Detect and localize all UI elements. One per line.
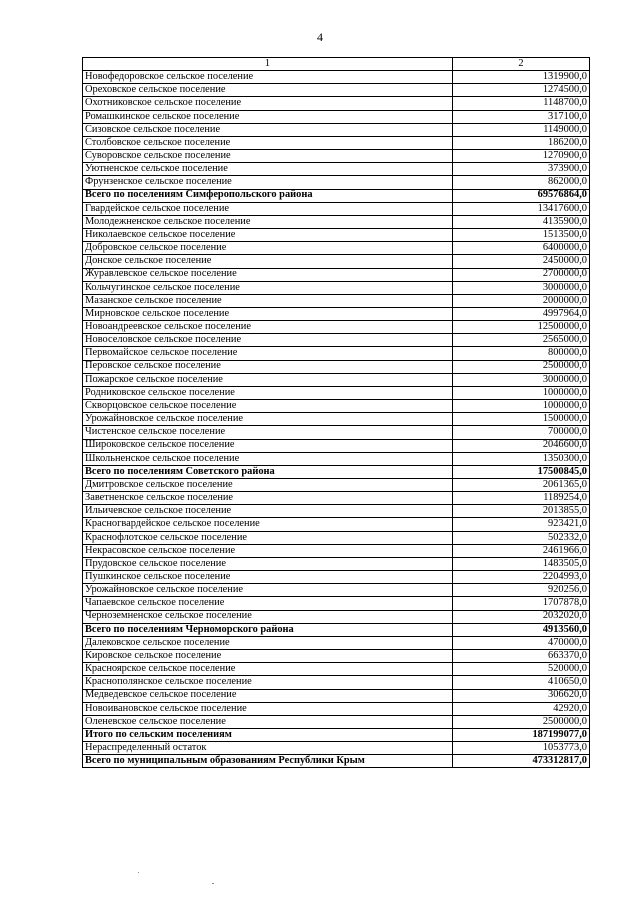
settlement-name: Кольчугинское сельское поселение [83, 281, 453, 294]
settlement-name: Скворцовское сельское поселение [83, 400, 453, 413]
settlement-name: Пожарское сельское поселение [83, 373, 453, 386]
settlement-name: Родниковское сельское поселение [83, 386, 453, 399]
table-row [83, 702, 590, 715]
table-total-row [83, 465, 590, 478]
table-row [83, 544, 590, 557]
table-row [83, 268, 590, 281]
settlement-name: Ильичевское сельское поселение [83, 505, 453, 518]
amount-value: 187199077,0 [453, 728, 590, 741]
amount-value: 2000000,0 [453, 294, 590, 307]
amount-value: 3000000,0 [453, 281, 590, 294]
settlement-name: Чистенское сельское поселение [83, 426, 453, 439]
settlement-name: Перовское сельское поселение [83, 360, 453, 373]
table-row [83, 584, 590, 597]
scan-speck [138, 872, 139, 873]
table-row [83, 676, 590, 689]
amount-value: 2500000,0 [453, 715, 590, 728]
table-row [83, 557, 590, 570]
settlement-name: Ромашкинское сельское поселение [83, 110, 453, 123]
settlement-name: Журавлевское сельское поселение [83, 268, 453, 281]
table-row [83, 492, 590, 505]
settlement-name: Николаевское сельское поселение [83, 229, 453, 242]
amount-value: 502332,0 [453, 531, 590, 544]
table-row [83, 150, 590, 163]
amount-value: 42920,0 [453, 702, 590, 715]
settlement-name: Фрунзенское сельское поселение [83, 176, 453, 189]
table-row [83, 202, 590, 215]
table-row [83, 321, 590, 334]
amount-value: 1148700,0 [453, 97, 590, 110]
settlement-name: Пушкинское сельское поселение [83, 571, 453, 584]
table-row [83, 242, 590, 255]
table-row [83, 742, 590, 755]
amount-value: 13417600,0 [453, 202, 590, 215]
table-row [83, 439, 590, 452]
amount-value: 470000,0 [453, 636, 590, 649]
settlement-name: Урожайновское сельское поселение [83, 584, 453, 597]
table-total-row [83, 755, 590, 768]
amount-value: 1000000,0 [453, 386, 590, 399]
settlement-name: Молодежненское сельское поселение [83, 215, 453, 228]
settlement-name: Далековское сельское поселение [83, 636, 453, 649]
settlement-name: Донское сельское поселение [83, 255, 453, 268]
amount-value: 663370,0 [453, 650, 590, 663]
table-row [83, 215, 590, 228]
table-total-row [83, 728, 590, 741]
settlement-name: Добровское сельское поселение [83, 242, 453, 255]
amount-value: 4913560,0 [453, 623, 590, 636]
amount-value: 4997964,0 [453, 307, 590, 320]
table-row [83, 597, 590, 610]
amount-value: 317100,0 [453, 110, 590, 123]
table-row [83, 294, 590, 307]
settlement-name: Заветненское сельское поселение [83, 492, 453, 505]
settlement-name: Оленевское сельское поселение [83, 715, 453, 728]
table-row [83, 400, 590, 413]
settlement-name: Красноярское сельское поселение [83, 663, 453, 676]
amount-value: 1270900,0 [453, 150, 590, 163]
amount-value: 2204993,0 [453, 571, 590, 584]
table-row [83, 84, 590, 97]
amount-value: 1483505,0 [453, 557, 590, 570]
table-row [83, 636, 590, 649]
table-row [83, 426, 590, 439]
amount-value: 6400000,0 [453, 242, 590, 255]
settlement-name: Краснополянское сельское поселение [83, 676, 453, 689]
table-row [83, 255, 590, 268]
amount-value: 2500000,0 [453, 360, 590, 373]
settlement-name: Новоселовское сельское поселение [83, 334, 453, 347]
table-row [83, 571, 590, 584]
table-row [83, 610, 590, 623]
amount-value: 1053773,0 [453, 742, 590, 755]
page-number: 4 [317, 30, 323, 44]
settlement-name: Нераспределенный остаток [83, 742, 453, 755]
settlement-name: Гвардейское сельское поселение [83, 202, 453, 215]
table-row [83, 163, 590, 176]
table-row [83, 360, 590, 373]
settlement-name: Суворовское сельское поселение [83, 150, 453, 163]
table-total-row [83, 189, 590, 202]
table-row [83, 110, 590, 123]
settlement-name: Широковское сельское поселение [83, 439, 453, 452]
settlement-name: Краснофлотское сельское поселение [83, 531, 453, 544]
table-row [83, 373, 590, 386]
amount-value: 2061365,0 [453, 479, 590, 492]
table-row [83, 452, 590, 465]
settlement-name: Всего по муниципальным образованиям Республики Крым [83, 755, 453, 768]
table-row [83, 663, 590, 676]
amount-value: 862000,0 [453, 176, 590, 189]
amount-value: 2700000,0 [453, 268, 590, 281]
settlement-name: Первомайское сельское поселение [83, 347, 453, 360]
settlement-name: Итого по сельским поселениям [83, 728, 453, 741]
amount-value: 186200,0 [453, 136, 590, 149]
settlement-name: Мазанское сельское поселение [83, 294, 453, 307]
table-row [83, 650, 590, 663]
table-row [83, 307, 590, 320]
settlement-name: Всего по поселениям Симферопольского района [83, 189, 453, 202]
settlement-name: Мирновское сельское поселение [83, 307, 453, 320]
amount-value: 923421,0 [453, 518, 590, 531]
amount-value: 69576864,0 [453, 189, 590, 202]
amount-value: 800000,0 [453, 347, 590, 360]
amount-value: 2013855,0 [453, 505, 590, 518]
table-row [83, 97, 590, 110]
amount-value: 920256,0 [453, 584, 590, 597]
amount-value: 1149000,0 [453, 123, 590, 136]
table-row [83, 347, 590, 360]
table-row [83, 334, 590, 347]
table-row [83, 229, 590, 242]
amount-value: 4135900,0 [453, 215, 590, 228]
table-total-row [83, 623, 590, 636]
amount-value: 1319900,0 [453, 71, 590, 84]
amount-value: 2461966,0 [453, 544, 590, 557]
table-row [83, 518, 590, 531]
amount-value: 1350300,0 [453, 452, 590, 465]
settlement-name: Медведевское сельское поселение [83, 689, 453, 702]
amount-value: 1189254,0 [453, 492, 590, 505]
amount-value: 3000000,0 [453, 373, 590, 386]
settlement-name: Некрасовское сельское поселение [83, 544, 453, 557]
scan-speck [212, 883, 214, 884]
amount-value: 2032020,0 [453, 610, 590, 623]
settlement-name: Черноземненское сельское поселение [83, 610, 453, 623]
amount-value: 473312817,0 [453, 755, 590, 768]
table-row [83, 505, 590, 518]
settlement-name: Чапаевское сельское поселение [83, 597, 453, 610]
amount-value: 1513500,0 [453, 229, 590, 242]
amount-value: 1274500,0 [453, 84, 590, 97]
amount-value: 1500000,0 [453, 413, 590, 426]
amount-value: 1707878,0 [453, 597, 590, 610]
settlement-name: Столбовское сельское поселение [83, 136, 453, 149]
table-row [83, 531, 590, 544]
table-body [83, 71, 590, 768]
settlement-name: Уютненское сельское поселение [83, 163, 453, 176]
amount-value: 700000,0 [453, 426, 590, 439]
table-row [83, 386, 590, 399]
settlements-budget-table [82, 57, 590, 768]
settlement-name: Прудовское сельское поселение [83, 557, 453, 570]
table-row [83, 123, 590, 136]
settlement-name: Новоандреевское сельское поселение [83, 321, 453, 334]
settlement-name: Новофедоровское сельское поселение [83, 71, 453, 84]
settlement-name: Школьненское сельское поселение [83, 452, 453, 465]
settlement-name: Всего по поселениям Советского района [83, 465, 453, 478]
amount-value: 373900,0 [453, 163, 590, 176]
amount-value: 17500845,0 [453, 465, 590, 478]
settlement-name: Дмитровское сельское поселение [83, 479, 453, 492]
table-row [83, 715, 590, 728]
table-row [83, 413, 590, 426]
table-row [83, 281, 590, 294]
settlement-name: Урожайновское сельское поселение [83, 413, 453, 426]
table-header-row [83, 58, 590, 71]
column-header-value: 2 [453, 58, 590, 71]
settlement-name: Всего по поселениям Черноморского района [83, 623, 453, 636]
amount-value: 520000,0 [453, 663, 590, 676]
table-row [83, 479, 590, 492]
amount-value: 1000000,0 [453, 400, 590, 413]
settlement-name: Новоивановское сельское поселение [83, 702, 453, 715]
settlement-name: Ореховское сельское поселение [83, 84, 453, 97]
settlement-name: Красногвардейское сельское поселение [83, 518, 453, 531]
table-row [83, 176, 590, 189]
settlement-name: Сизовское сельское поселение [83, 123, 453, 136]
settlement-name: Кировское сельское поселение [83, 650, 453, 663]
amount-value: 2565000,0 [453, 334, 590, 347]
table-row [83, 71, 590, 84]
amount-value: 306620,0 [453, 689, 590, 702]
table-row [83, 136, 590, 149]
column-header-name: 1 [83, 58, 453, 71]
amount-value: 2450000,0 [453, 255, 590, 268]
amount-value: 410650,0 [453, 676, 590, 689]
table-row [83, 689, 590, 702]
amount-value: 12500000,0 [453, 321, 590, 334]
amount-value: 2046600,0 [453, 439, 590, 452]
settlement-name: Охотниковское сельское поселение [83, 97, 453, 110]
